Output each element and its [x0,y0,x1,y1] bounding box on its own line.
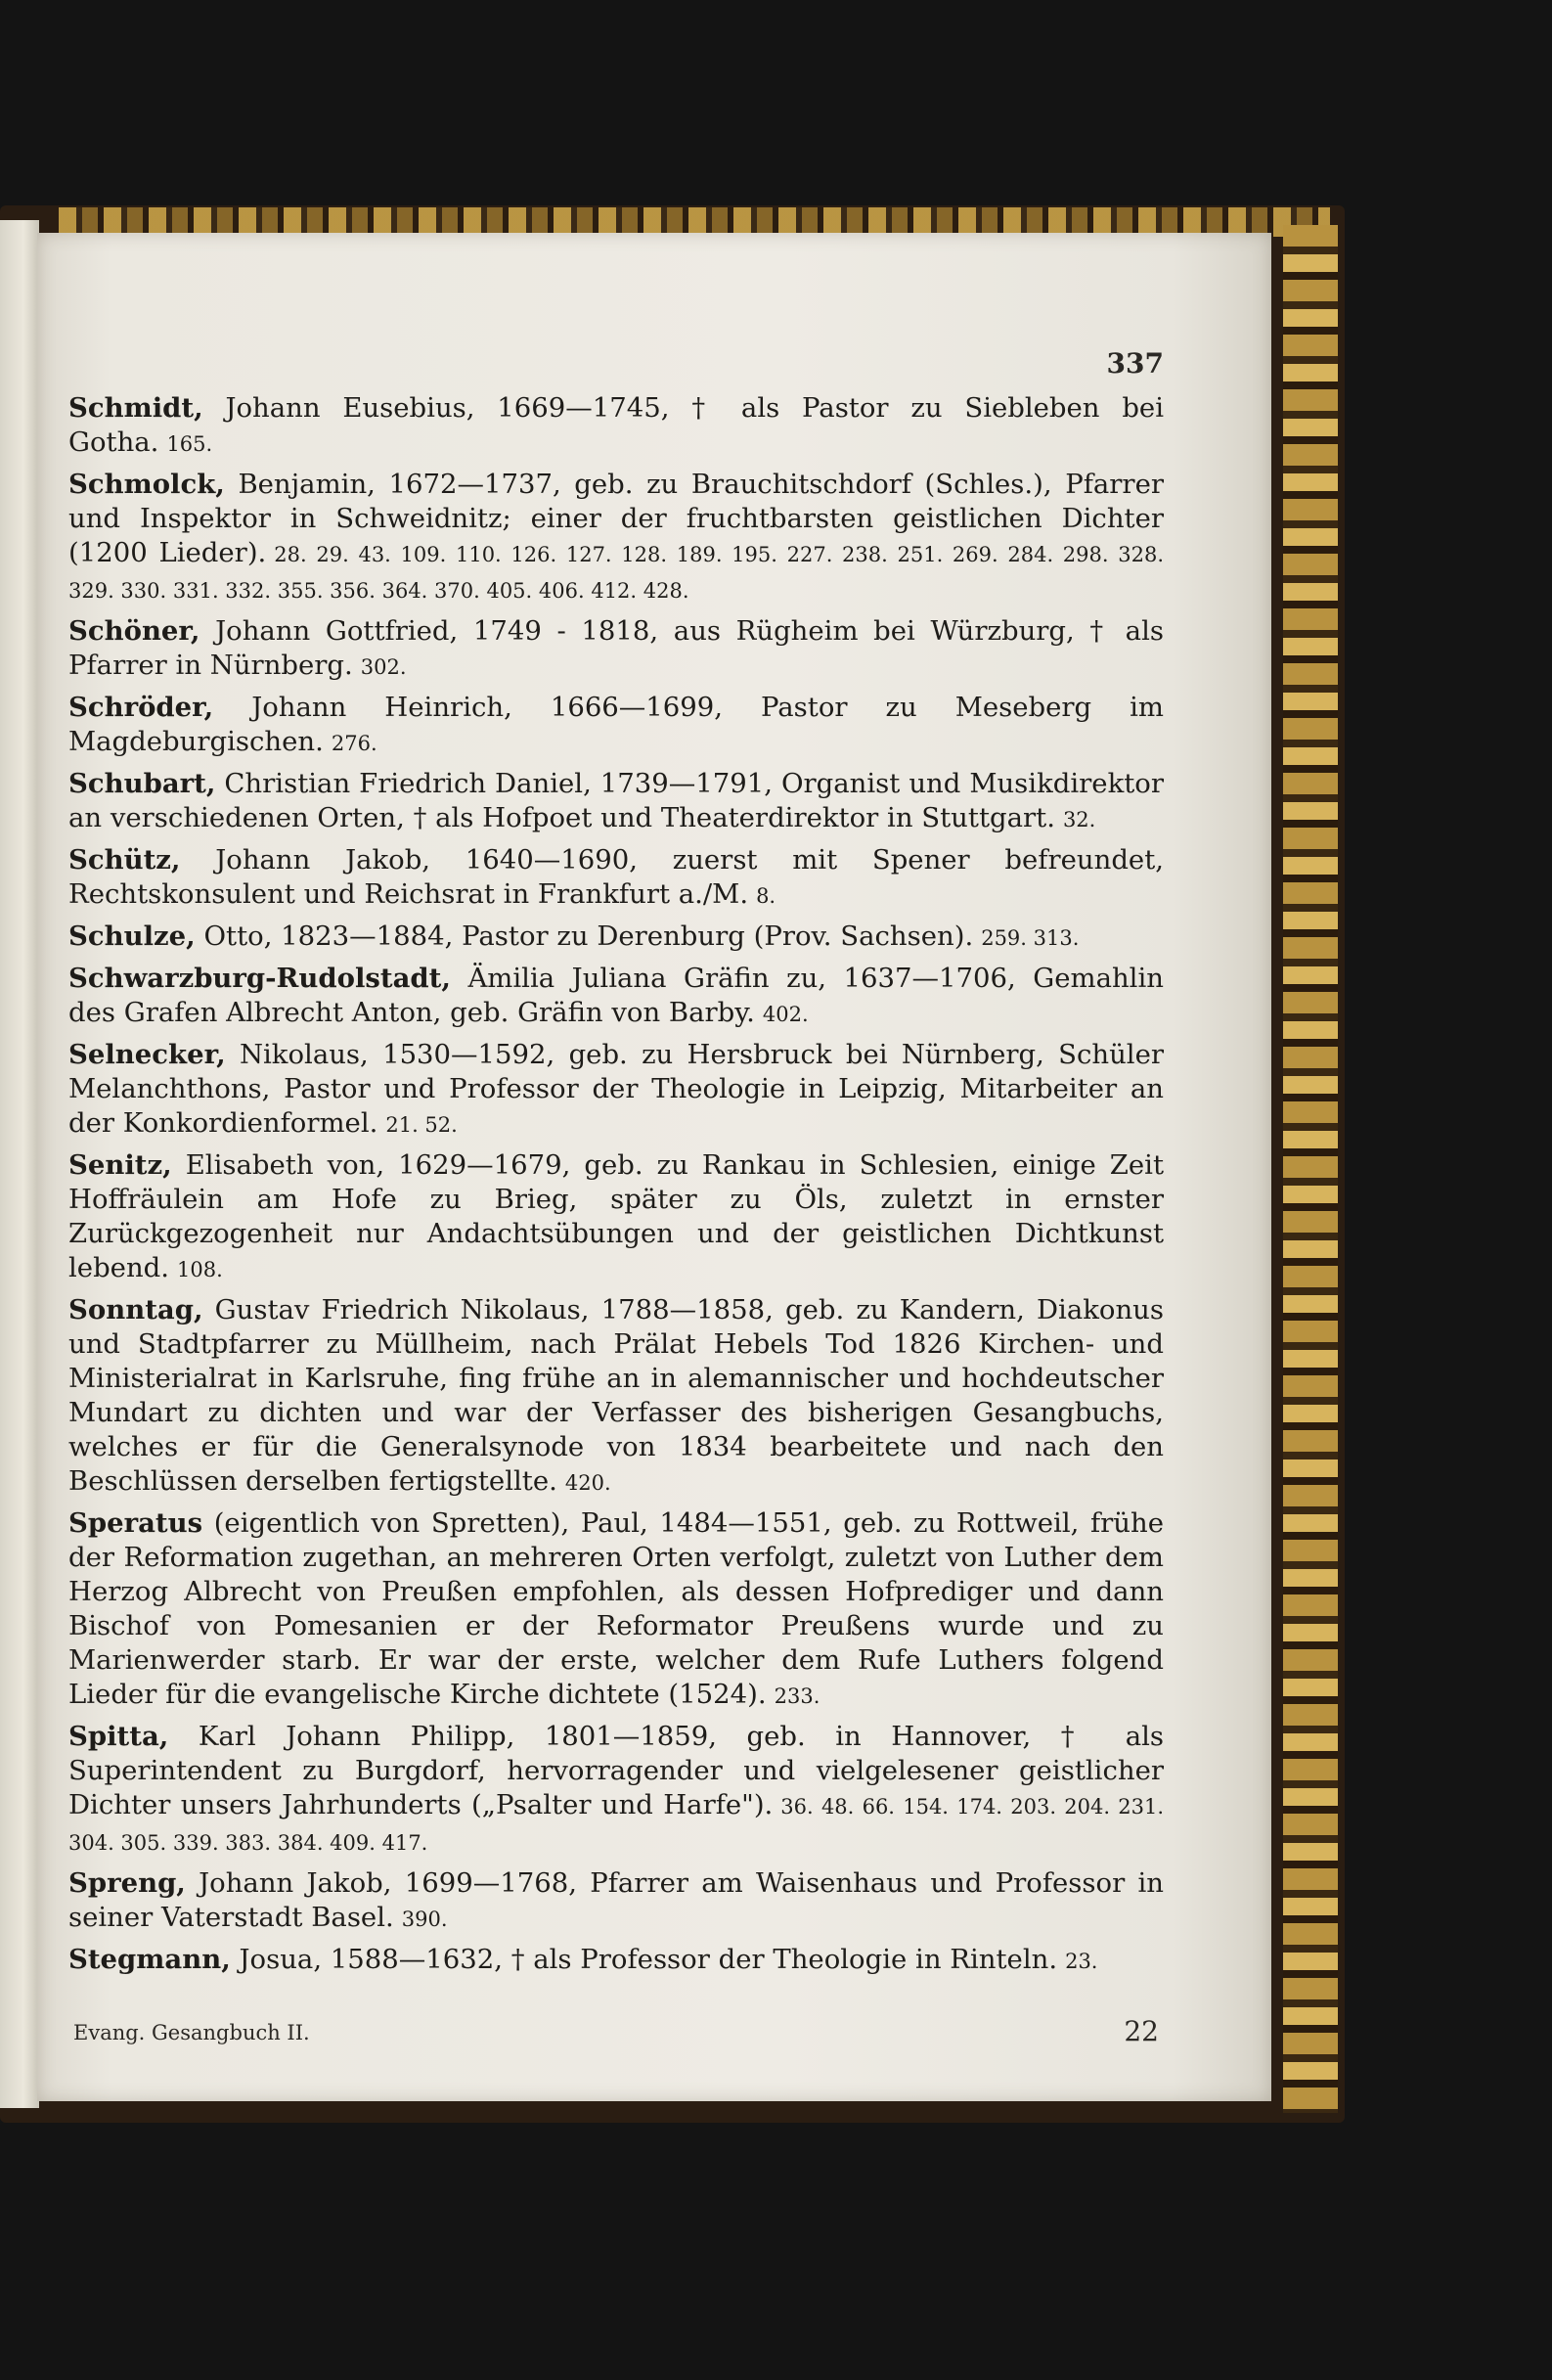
author-index [68,391,1164,1985]
entry-refs: 233. [774,1684,820,1708]
entry-text: Johann Heinrich, 1666—1699, Pastor zu Meseberg im Magdeburgischen. [68,692,1164,757]
entry-refs: 420. [564,1471,611,1495]
entry-text: Christian Friedrich Daniel, 1739—1791, Organist und Musikdirektor an verschiedenen Orten, † als Hofpoet und Theaterdirektor in Stuttgart. [68,768,1164,833]
entry-name: Spreng, [68,1867,186,1899]
gilt-edge-right [1283,225,1338,2113]
entry-refs: 28. 29. 43. 109. 110. 126. 127. 128. 189. 195. 227. 238. 251. 269. 284. 298. 328. 329. 330. 331. 332. 355. 356. 364. 370. 405. 406. 412. 428. [68,543,1165,603]
index-entry [68,1506,1164,1714]
entry-text: Karl Johann Philipp, 1801—1859, geb. in Hannover, † als Superintendent zu Burgdorf, hervorragender und vielgelesener geistlicher Dichter unsers Jahrhunderts („Psalter und Harfe"). [68,1721,1164,1820]
entry-name: Schmolck, [68,469,225,500]
entry-name: Schmidt, [68,392,203,424]
footer-sheet-number: 22 [1124,2015,1159,2047]
entry-text: Johann Jakob, 1640—1690, zuerst mit Spener befreundet, Rechtskonsulent und Reichsrat in Frankfurt a./M. [68,844,1164,910]
entry-text: Johann Eusebius, 1669—1745, † als Pastor zu Siebleben bei Gotha. [68,392,1164,458]
entry-name: Speratus [68,1507,203,1539]
footer-signature: Evang. Gesangbuch II. [73,2021,310,2044]
index-entry [68,962,1164,1032]
entry-refs: 165. [166,432,213,456]
entry-refs: 390. [401,1908,448,1931]
index-entry [68,468,1164,608]
entry-name: Senitz, [68,1149,172,1181]
entry-text: Elisabeth von, 1629—1679, geb. zu Rankau in Schlesien, einige Zeit Hoffräulein am Hofe zu Brieg, später zu Öls, zuletzt in ernster Zurückgezogenheit nur Andachtsübungen und der geistlichen Dichtkunst lebend. [68,1149,1164,1283]
page-footer [73,2015,1159,2050]
entry-name: Spitta, [68,1721,169,1752]
index-entry [68,1720,1164,1861]
entry-name: Schulze, [68,921,196,952]
entry-text: Otto, 1823—1884, Pastor zu Derenburg (Prov. Sachsen). [203,921,974,952]
entry-text: (eigentlich von Spretten), Paul, 1484—1551, geb. zu Rottweil, frühe der Reformation zugethan, an mehreren Orten verfolgt, zuletzt von Luther dem Herzog Albrecht von Preußen empfohlen, als dessen Hofprediger und dann Bischof von Pomesanien er der Reformator Preußens wurde und zu Marienwerder starb. Er war der erste, welcher dem Rufe Luthers folgend Lieder für die evangelische Kirche dichtete (1524). [68,1507,1164,1710]
index-entry [68,920,1164,956]
index-entry [68,391,1164,462]
entry-text: Ämilia Juliana Gräfin zu, 1637—1706, Gemahlin des Grafen Albrecht Anton, geb. Gräfin von Barby. [68,963,1164,1028]
entry-name: Schütz, [68,844,181,876]
entry-text: Benjamin, 1672—1737, geb. zu Brauchitschdorf (Schles.), Pfarrer und Inspektor in Schweidnitz; einer der fruchtbarsten geistlichen Dichter (1200 Lieder). [68,469,1164,568]
entry-name: Sonntag, [68,1294,203,1325]
index-entry [68,1148,1164,1287]
index-entry [68,1038,1164,1143]
entry-text: Nikolaus, 1530—1592, geb. zu Hersbruck bei Nürnberg, Schüler Melanchthons, Pastor und Professor der Theologie in Leipzig, Mitarbeiter an der Konkordienformel. [68,1039,1164,1139]
entry-name: Schröder, [68,692,214,723]
index-entry [68,767,1164,837]
entry-text: Johann Gottfried, 1749 - 1818, aus Rügheim bei Würzburg, † als Pfarrer in Nürnberg. [68,615,1164,681]
entry-text: Josua, 1588—1632, † als Professor der Theologie in Rinteln. [239,1944,1058,1975]
index-entry [68,1866,1164,1937]
entry-name: Schöner, [68,615,200,647]
entry-refs: 36. 48. 66. 154. 174. 203. 204. 231. 304. 305. 339. 383. 384. 409. 417. [68,1795,1164,1855]
entry-name: Stegmann, [68,1944,231,1975]
entry-name: Selnecker, [68,1039,226,1070]
entry-refs: 259. 313. [981,926,1080,950]
entry-text: Johann Jakob, 1699—1768, Pfarrer am Waisenhaus und Professor in seiner Vaterstadt Basel. [68,1867,1164,1933]
entry-refs: 402. [762,1003,809,1026]
entry-refs: 8. [756,884,776,908]
page-number: 337 [1106,347,1164,380]
entry-refs: 276. [331,732,377,755]
index-entry [68,691,1164,761]
entry-refs: 32. [1062,808,1096,831]
facing-page-edge [0,220,39,2108]
index-entry [68,843,1164,914]
index-entry [68,1943,1164,1979]
entry-refs: 21. 52. [385,1113,458,1137]
entry-text: Gustav Friedrich Nikolaus, 1788—1858, geb. zu Kandern, Diakonus und Stadtpfarrer zu Müllheim, nach Prälat Hebels Tod 1826 Kirchen- und Ministerialrat in Karlsruhe, fing frühe an in alemannischer und hochdeutscher Mundart zu dichten und war der Verfasser des bisherigen Gesangbuchs, welches er für die Generalsynode von 1834 bearbeitete und nach den Beschlüssen derselben fertigstellte. [68,1294,1164,1497]
index-entry [68,614,1164,685]
entry-name: Schwarzburg-Rudolstadt, [68,963,451,994]
entry-refs: 302. [360,655,407,679]
entry-refs: 108. [177,1258,223,1281]
entry-name: Schubart, [68,768,216,799]
index-entry [68,1293,1164,1501]
entry-refs: 23. [1065,1950,1098,1973]
